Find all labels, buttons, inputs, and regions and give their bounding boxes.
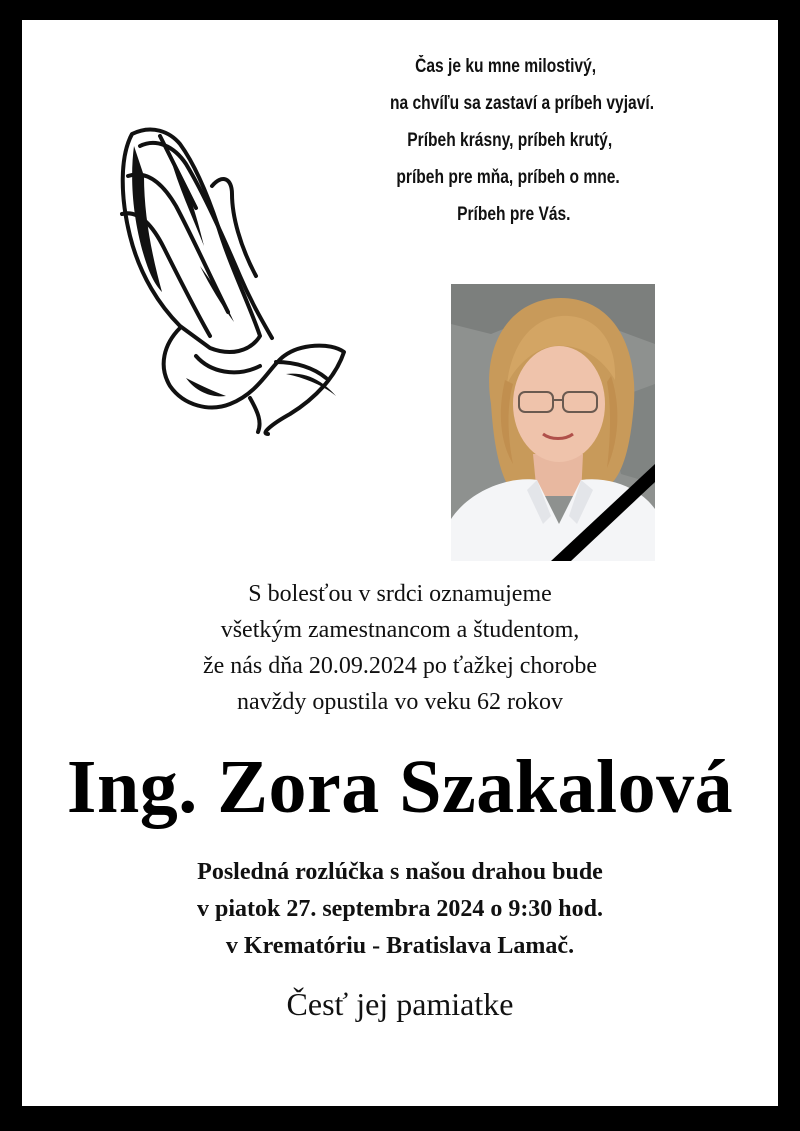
praying-hands-icon [100,116,352,436]
poem-line: príbeh pre mňa, príbeh o mne. [396,167,620,188]
announcement-line: že nás dňa 20.09.2024 po ťažkej chorobe [202,653,598,679]
deceased-name: Ing. Zora Szakalová [66,745,734,829]
announcement-line: S bolesťou v srdci oznamujeme [248,581,552,607]
poem-line: Príbeh pre Vás. [457,204,571,225]
funeral-line: v Krematóriu - Bratislava Lamač. [225,933,575,959]
announcement-line: všetkým zamestnancom a študentom, [220,617,580,643]
funeral-details [22,854,778,965]
portrait-photo [451,284,655,561]
poem [358,48,686,233]
announcement-line: navždy opustila vo veku 62 rokov [237,689,563,715]
poem-line: Čas je ku mne milostivý, [415,56,597,77]
announcement [22,576,778,720]
obituary-card [22,20,778,1106]
poem-line: Príbeh krásny, príbeh krutý, [407,130,613,151]
poem-line: na chvíľu sa zastaví a príbeh vyjaví. [389,93,655,114]
funeral-line: Posledná rozlúčka s našou drahou bude [197,859,603,885]
funeral-line: v piatok 27. septembra 2024 o 9:30 hod. [196,896,604,922]
closing-line: Česť jej pamiatke [286,986,514,1022]
